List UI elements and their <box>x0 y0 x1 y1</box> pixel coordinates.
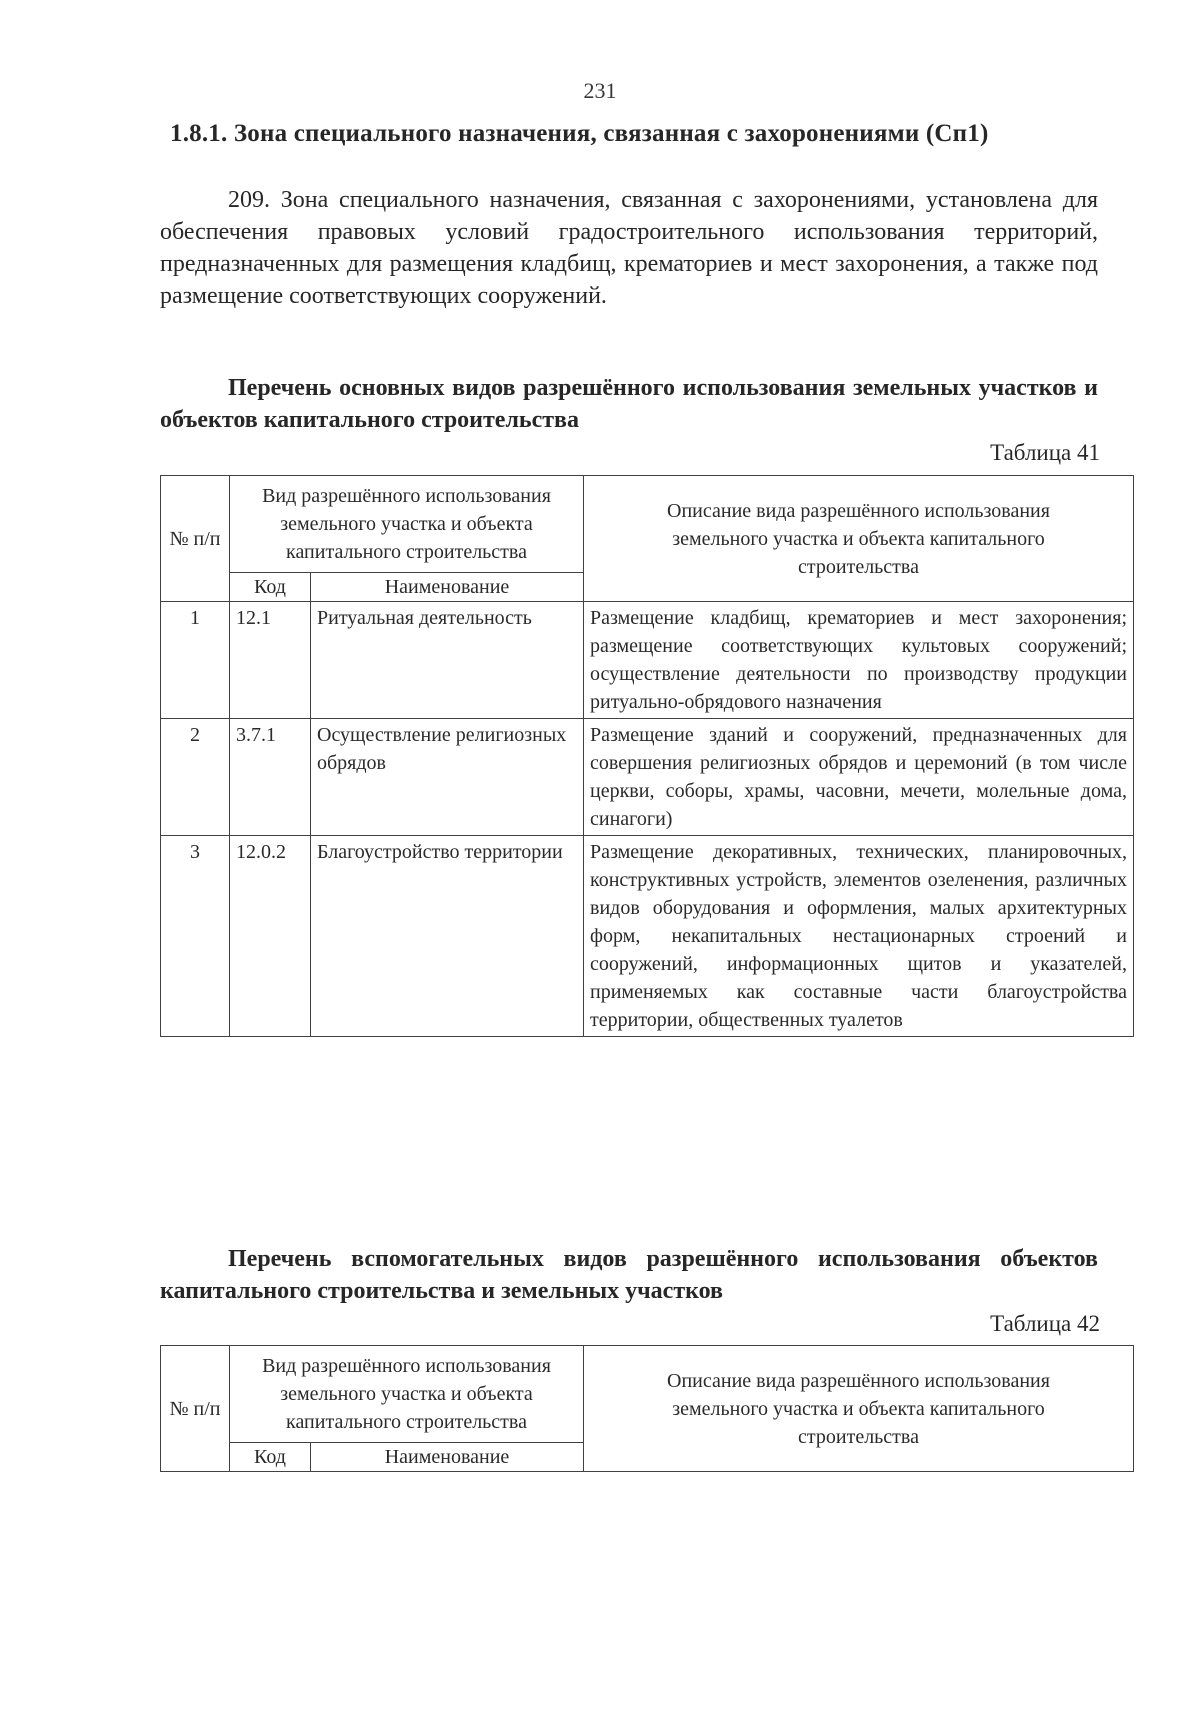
header-type-group: Вид разрешённого использования земельного участка и объекта капитального строительства <box>230 1346 584 1443</box>
description-line: Размещение кладбищ, крематориев и мест захоронения; <box>590 607 1127 629</box>
row-num: 3 <box>161 836 230 1037</box>
table-row <box>161 719 1134 836</box>
row-num: 1 <box>161 602 230 719</box>
row-code: 12.1 <box>230 602 311 719</box>
row-code: 12.0.2 <box>230 836 311 1037</box>
description-line: Размещение зданий и сооружений, предназначенных для совершения религиозных обрядов и церемоний (в том числе церкви, соборы, храмы, часовни, мечети, молельные дома, синагоги) <box>590 724 1127 830</box>
header-name: Наименование <box>311 1443 584 1472</box>
row-num: 2 <box>161 719 230 836</box>
row-name: Ритуальная деятельность <box>311 602 584 719</box>
main-uses-table <box>160 475 1134 1037</box>
table-41-caption: Таблица 41 <box>990 440 1100 465</box>
header-code: Код <box>230 1443 311 1472</box>
header-type-group: Вид разрешённого использования земельного участка и объекта капитального строительства <box>230 476 584 573</box>
table-42-caption: Таблица 42 <box>990 1311 1100 1336</box>
header-description: Описание вида разрешённого использования земельного участка и объекта капитального строительства <box>584 1346 1134 1472</box>
header-code: Код <box>230 573 311 602</box>
description-line: Размещение декоративных, технических, планировочных, конструктивных устройств, элементов озеленения, различных видов оборудования и оформления, малых архитектурных форм, некапитальных нестационарных строений и сооружений, информационных щитов и указателей, применяемых как составные части благоустройства территории, общественных туалетов <box>590 841 1127 1031</box>
page-number: 231 <box>583 78 617 103</box>
row-name: Благоустройство территории <box>311 836 584 1037</box>
table-header-row <box>161 1346 1134 1443</box>
header-num: № п/п <box>161 476 230 602</box>
section-heading: 1.8.1. Зона специального назначения, связанная с захоронениями (Сп1) <box>170 120 989 147</box>
header-name: Наименование <box>311 573 584 602</box>
header-num: № п/п <box>161 1346 230 1472</box>
table-row <box>161 602 1134 719</box>
row-description <box>584 719 1134 836</box>
body-paragraph: 209. Зона специального назначения, связанная с захоронениями, установлена для обеспечения правовых условий градостроительного использования территорий, предназначенных для размещения кладбищ, крематориев и мест захоронения, а также под размещение соответствующих сооружений. <box>160 187 1098 309</box>
table-row <box>161 836 1134 1037</box>
row-name: Осуществление религиозных обрядов <box>311 719 584 836</box>
table-header-row <box>161 476 1134 573</box>
aux-list-heading: Перечень вспомогательных видов разрешённого использования объектов капитального строительства и земельных участков <box>160 1246 1098 1304</box>
description-line: размещение соответствующих культовых сооружений; <box>590 635 1127 657</box>
aux-uses-table <box>160 1345 1134 1472</box>
row-code: 3.7.1 <box>230 719 311 836</box>
row-description <box>584 602 1134 719</box>
description-line: осуществление деятельности по производству продукции ритуально-обрядового назначения <box>590 663 1127 713</box>
main-list-heading: Перечень основных видов разрешённого использования земельных участков и объектов капитального строительства <box>160 375 1098 433</box>
header-description: Описание вида разрешённого использования земельного участка и объекта капитального строительства <box>584 476 1134 602</box>
row-description <box>584 836 1134 1037</box>
